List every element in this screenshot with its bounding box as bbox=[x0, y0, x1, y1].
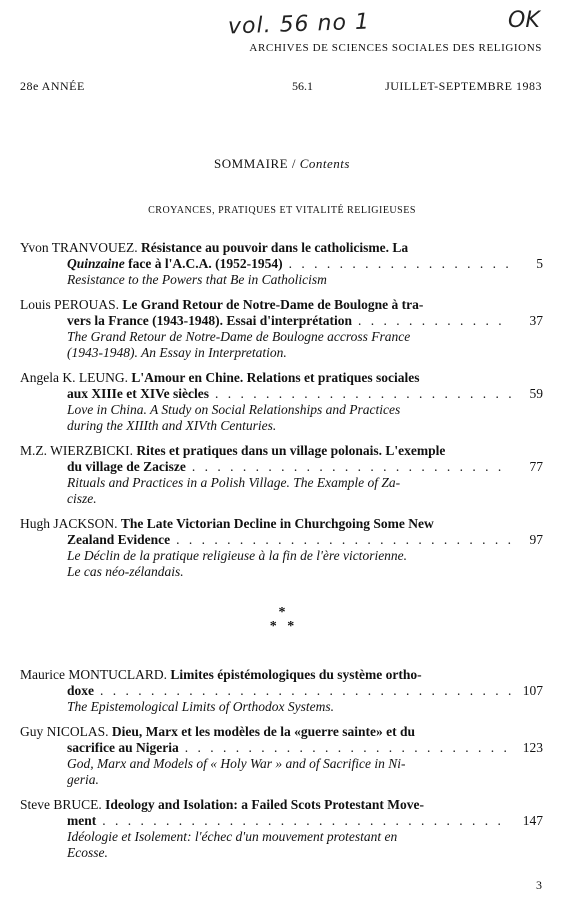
leader-dots bbox=[215, 386, 511, 402]
sommaire-sep: / bbox=[288, 156, 300, 171]
entry-title-continuation bbox=[20, 813, 543, 829]
entry-title-continuation bbox=[20, 386, 543, 402]
leader-dots bbox=[192, 459, 511, 475]
toc-entry bbox=[20, 667, 543, 715]
entry-first-line bbox=[20, 797, 543, 813]
entry-author: Angela K. LEUNG. bbox=[20, 370, 128, 385]
leader-dots bbox=[102, 813, 511, 829]
toc-entry bbox=[20, 797, 543, 861]
toc-entry bbox=[20, 443, 543, 507]
entry-translation: Idéologie et Isolement: l'échec d'un mouvement protestant en bbox=[67, 829, 398, 844]
entry-title-continuation bbox=[20, 256, 543, 272]
entry-first-line bbox=[20, 297, 543, 313]
entry-translation: God, Marx and Models of « Holy War » and of Sacrifice in Ni- bbox=[67, 756, 406, 771]
entry-title-rest: face à l'A.C.A. (1952-1954) bbox=[124, 256, 283, 271]
entry-title: L'Amour en Chine. Relations et pratiques sociales bbox=[131, 370, 420, 385]
entry-first-line bbox=[20, 240, 543, 256]
entry-translation: cisze. bbox=[67, 491, 97, 506]
toc-list-2 bbox=[20, 667, 543, 870]
sommaire-heading bbox=[0, 156, 564, 172]
sommaire-fr: SOMMAIRE bbox=[214, 156, 289, 171]
entry-title-rest: aux XIIIe et XIVe siècles bbox=[67, 386, 209, 401]
entry-translation: during the XIIIth and XIVth Centuries. bbox=[67, 418, 277, 433]
entry-title: Ideology and Isolation: a Failed Scots Protestant Move- bbox=[105, 797, 425, 812]
toc-entry bbox=[20, 297, 543, 361]
entry-page-number: 97 bbox=[529, 532, 543, 547]
entry-page-number: 77 bbox=[529, 459, 543, 474]
entry-title-continuation bbox=[20, 532, 543, 548]
entry-title-rest: Zealand Evidence bbox=[67, 532, 171, 547]
entry-page-number: 147 bbox=[522, 813, 543, 828]
sommaire-en: Contents bbox=[299, 156, 350, 171]
entry-title: Dieu, Marx et les modèles de la «guerre sainte» et du bbox=[111, 724, 415, 739]
entry-translation: Love in China. A Study on Social Relationships and Practices bbox=[67, 402, 401, 417]
separator-stars-bottom: * * bbox=[269, 619, 295, 634]
leader-dots bbox=[176, 532, 511, 548]
entry-page-number: 37 bbox=[529, 313, 543, 328]
leader-dots bbox=[100, 683, 511, 699]
handwritten-volume-note: vol. 56 no 1 bbox=[227, 9, 371, 40]
entry-translation: Le Déclin de la pratique religieuse à la fin de l'ère victorienne. bbox=[67, 548, 408, 563]
toc-entry bbox=[20, 240, 543, 288]
entry-translation: (1943-1948). An Essay in Interpretation. bbox=[67, 345, 287, 360]
journal-title: ARCHIVES DE SCIENCES SOCIALES DES RELIGIONS bbox=[249, 42, 542, 54]
entry-page-number: 59 bbox=[529, 386, 543, 401]
issue-date: JUILLET-SEPTEMBRE 1983 bbox=[385, 79, 542, 93]
entry-translation: The Grand Retour de Notre-Dame de Boulogne accross France bbox=[67, 329, 411, 344]
toc-list bbox=[20, 240, 543, 589]
entry-page-number: 107 bbox=[522, 683, 543, 698]
entry-title: Limites épistémologiques du système ortho- bbox=[170, 667, 422, 682]
issue-number: 56.1 bbox=[292, 79, 313, 93]
issue-year: 28e ANNÉE bbox=[20, 79, 85, 93]
entry-title: The Late Victorian Decline in Churchgoing Some New bbox=[120, 516, 434, 531]
entry-translation: Resistance to the Powers that Be in Catholicism bbox=[67, 272, 327, 287]
leader-dots bbox=[358, 313, 511, 329]
leader-dots bbox=[185, 740, 511, 756]
entry-title-rest: doxe bbox=[67, 683, 94, 698]
entry-author: Hugh JACKSON. bbox=[20, 516, 118, 531]
entry-page-number: 123 bbox=[522, 740, 543, 755]
section-heading: CROYANCES, PRATIQUES ET VITALITÉ RELIGIEUSES bbox=[148, 205, 416, 216]
entry-author: Maurice MONTUCLARD. bbox=[20, 667, 167, 682]
entry-first-line bbox=[20, 443, 543, 459]
entry-translation: The Epistemological Limits of Orthodox Systems. bbox=[67, 699, 334, 714]
issue-line bbox=[20, 79, 542, 95]
toc-entry bbox=[20, 370, 543, 434]
entry-first-line bbox=[20, 667, 543, 683]
entry-author: Louis PEROUAS. bbox=[20, 297, 120, 312]
handwritten-ok-note: OK bbox=[508, 8, 540, 33]
entry-author: Guy NICOLAS. bbox=[20, 724, 109, 739]
entry-author: Yvon TRANVOUEZ. bbox=[20, 240, 138, 255]
entry-title: Rites et pratiques dans un village polonais. L'exemple bbox=[136, 443, 446, 458]
entry-title-continuation bbox=[20, 683, 543, 699]
entry-translation: Le cas néo-zélandais. bbox=[67, 564, 184, 579]
entry-title-rest: ment bbox=[67, 813, 97, 828]
entry-first-line bbox=[20, 724, 543, 740]
entry-page-number: 5 bbox=[536, 256, 543, 271]
leader-dots bbox=[289, 256, 511, 272]
section-separator bbox=[0, 606, 564, 634]
entry-translation: Ecosse. bbox=[67, 845, 108, 860]
entry-title: Le Grand Retour de Notre-Dame de Boulogne à tra- bbox=[122, 297, 424, 312]
toc-entry bbox=[20, 724, 543, 788]
entry-title: Résistance au pouvoir dans le catholicisme. La bbox=[141, 240, 409, 255]
entry-title-italic: Quinzaine bbox=[67, 256, 125, 271]
entry-title-continuation bbox=[20, 459, 543, 475]
entry-author: Steve BRUCE. bbox=[20, 797, 102, 812]
entry-first-line bbox=[20, 370, 543, 386]
toc-entry bbox=[20, 516, 543, 580]
entry-first-line bbox=[20, 516, 543, 532]
entry-title-rest: du village de Zacisze bbox=[67, 459, 186, 474]
page-number: 3 bbox=[536, 878, 542, 892]
entry-title-continuation bbox=[20, 740, 543, 756]
entry-title-rest: vers la France (1943-1948). Essai d'interprétation bbox=[67, 313, 352, 328]
separator-star-top: * bbox=[278, 605, 286, 620]
entry-title-rest: sacrifice au Nigeria bbox=[67, 740, 179, 755]
entry-translation: geria. bbox=[67, 772, 99, 787]
entry-translation: Rituals and Practices in a Polish Village. The Example of Za- bbox=[67, 475, 401, 490]
entry-title-continuation bbox=[20, 313, 543, 329]
entry-author: M.Z. WIERZBICKI. bbox=[20, 443, 133, 458]
